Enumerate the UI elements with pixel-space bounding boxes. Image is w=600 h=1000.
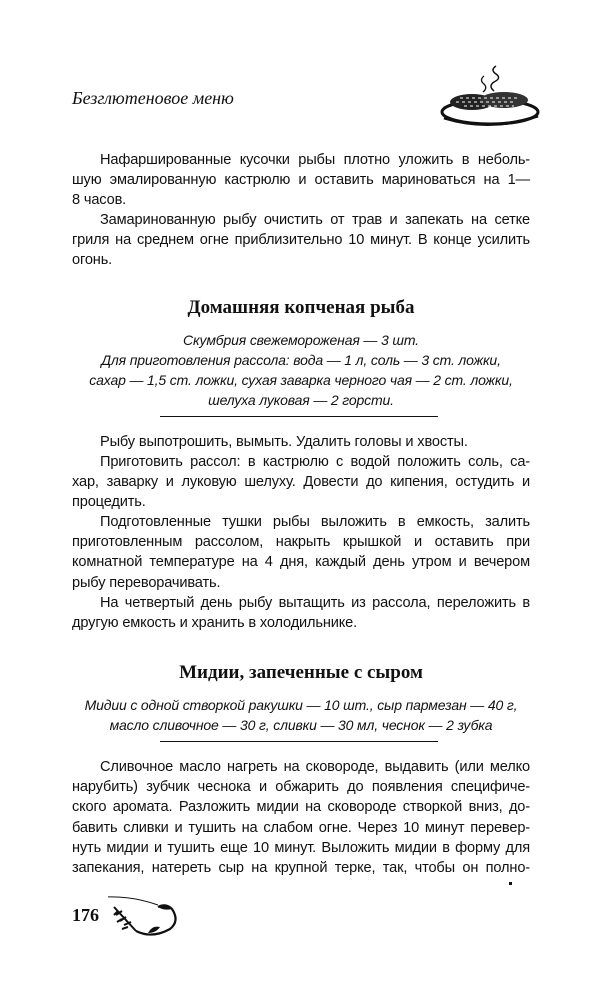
paragraph xyxy=(72,432,530,452)
text-line: Замаринованную рыбу очистить от трав и запекать на сетке xyxy=(100,212,530,228)
text-line: комнатной температуре на 4 дня, каждый день утром и вечером xyxy=(72,554,530,571)
recipe-heading: Домашняя копченая рыба xyxy=(187,297,415,318)
text-line: шую эмалированную кастрюлю и оставить мариноваться на 1— xyxy=(72,172,530,189)
ingredient-line: Мидии с одной створкой ракушки — 10 шт., сыр пармезан — 40 г, xyxy=(84,697,518,713)
text-line: приготовленным рассолом, накрыть крышкой и оставить при xyxy=(72,534,530,551)
paragraph xyxy=(72,593,530,633)
text-line: На четвертый день рыбу вытащить из рассола, переложить в xyxy=(100,595,530,611)
grilled-fish-dish-icon xyxy=(438,62,542,132)
ingredient-list xyxy=(72,330,530,410)
text-line: Рыбу выпотрошить, вымыть. Удалить головы и хвосты. xyxy=(100,434,468,450)
floral-ornament-icon xyxy=(108,893,188,943)
text-line: процедить. xyxy=(72,494,146,511)
text-line: другую емкость и хранить в холодильнике. xyxy=(72,615,358,632)
continuation-mark xyxy=(509,882,512,885)
paragraph xyxy=(72,150,530,211)
text-line: нуть мидии и тушить еще 10 минут. Выложить мидии в форму для xyxy=(72,839,530,856)
text-line: Приготовить рассол: в кастрюлю с водой положить соль, са- xyxy=(100,454,530,470)
text-line: рыбу переворачивать. xyxy=(72,574,221,591)
page-number: 176 xyxy=(72,905,99,925)
text-line: 8 часов. xyxy=(72,192,127,209)
ingredient-line: сахар — 1,5 ст. ложки, сухая заварка черного чая — 2 ст. ложки, xyxy=(89,372,513,388)
text-line: Подготовленные тушки рыбы выложить в емкость, залить xyxy=(100,514,530,530)
ingredient-line: Скумбрия свежемороженая — 3 шт. xyxy=(183,332,419,348)
text-line: хар, заварку и луковую шелуху. Довести до кипения, остудить и xyxy=(72,474,530,491)
paragraph xyxy=(72,452,530,513)
text-line: бавить сливки и тушить на слабом огне. Через 10 минут перевер- xyxy=(72,819,530,836)
text-line: огонь. xyxy=(72,252,113,269)
recipe-heading: Мидии, запеченные с сыром xyxy=(179,662,423,683)
text-line: ского аромата. Разложить мидии на сковороде створкой вниз, до- xyxy=(72,799,530,816)
divider-rule xyxy=(160,741,438,742)
ingredient-line: Для приготовления рассола: вода — 1 л, соль — 3 ст. ложки, xyxy=(101,352,501,368)
running-head: Безглютеновое меню xyxy=(72,88,234,108)
paragraph xyxy=(72,512,530,593)
divider-rule xyxy=(160,416,438,417)
ingredient-line: шелуха луковая — 2 горсти. xyxy=(208,392,394,408)
paragraph xyxy=(72,757,530,878)
ingredient-list xyxy=(72,695,530,735)
text-line: нарубить) зубчик чеснока и обжарить до появления специфиче- xyxy=(72,779,530,796)
text-line: Сливочное масло нагреть на сковороде, выдавить (или мелко xyxy=(100,759,530,775)
text-line: Нафаршированные кусочки рыбы плотно уложить в неболь- xyxy=(100,152,530,168)
text-line: гриля на среднем огне приблизительно 10 минут. В конце усилить xyxy=(72,232,530,249)
ingredient-line: масло сливочное — 30 г, сливки — 30 мл, чеснок — 2 зубка xyxy=(109,717,493,733)
paragraph xyxy=(72,210,530,271)
text-line: запекания, натереть сыр на крупной терке, так, чтобы он полно- xyxy=(72,859,530,876)
